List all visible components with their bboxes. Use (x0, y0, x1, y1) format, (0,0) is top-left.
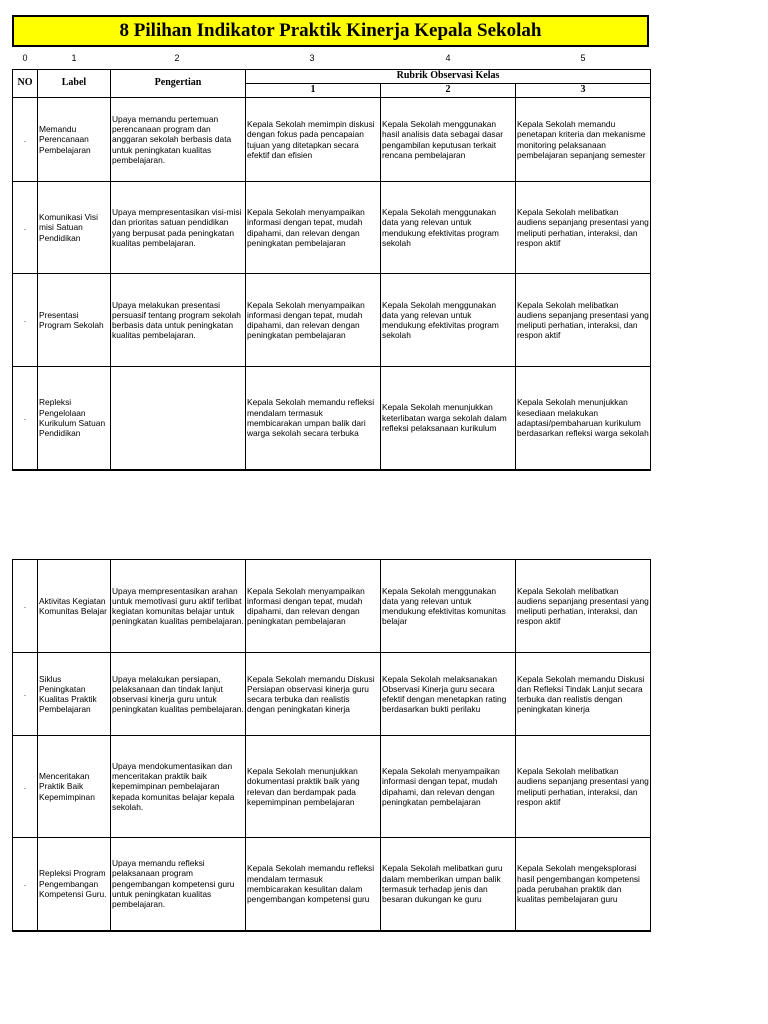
header-rubrik: Rubrik Observasi Kelas (246, 70, 651, 84)
column-number: 4 (445, 53, 451, 63)
row-pengertian: Upaya mempresentasikan visi-misi dan prioritas satuan pendidikan yang berpusat pada peningkatan kualitas pembelajaran. (111, 182, 246, 274)
row-rubrik-2: Kepala Sekolah melaksanakan Observasi Kinerja guru secara efektif dengan menetapkan rating berdasarkan bukti perilaku (381, 653, 516, 736)
row-label: Memandu Perencanaan Pembelajaran (38, 98, 111, 182)
row-no: . (13, 560, 38, 653)
row-rubrik-3: Kepala Sekolah mengeksplorasi hasil pengembangan kompetensi pada perubahan praktik dan kualitas pembelajaran guru (516, 838, 651, 931)
row-rubrik-2: Kepala Sekolah menggunakan hasil analisis data sebagai dasar pengambilan keputusan terkait rencana pembelajaran (381, 98, 516, 182)
row-pengertian: Upaya mendokumentasikan dan menceritakan praktik baik kepemimpinan pembelajaran kepada komunitas belajar kepala sekolah. (111, 736, 246, 838)
header-pengertian: Pengertian (111, 70, 246, 98)
row-pengertian: Upaya melakukan persiapan, pelaksanaan dan tindak lanjut observasi kinerja guru untuk peningkatan kualitas pembelajaran. (111, 653, 246, 736)
row-rubrik-2: Kepala Sekolah menyampaikan informasi dengan tepat, mudah dipahami, dan relevan dengan peningkatan pembelajaran (381, 736, 516, 838)
header-no: NO (13, 70, 38, 98)
table-row (13, 274, 651, 367)
sheet-title: 8 Pilihan Indikator Praktik Kinerja Kepala Sekolah (12, 15, 649, 47)
indicator-table-top (12, 69, 651, 471)
row-pengertian: Upaya mempresentasikan arahan untuk memotivasi guru aktif terlibat kegiatan komunitas belajar untuk peningkatan kualitas pembelajaran. (111, 560, 246, 653)
row-rubrik-3: Kepala Sekolah melibatkan audiens sepanjang presentasi yang meliputi perhatian, interaksi, dan respon aktif (516, 274, 651, 367)
header-rubrik-level-2: 2 (381, 84, 516, 98)
table-row (13, 367, 651, 470)
header-rubrik-level-3: 3 (516, 84, 651, 98)
row-label: Presentasi Program Sekolah (38, 274, 111, 367)
table-row (13, 736, 651, 838)
row-label: Menceritakan Praktik Baik Kepemimpinan (38, 736, 111, 838)
row-label: Komunikasi Visi misi Satuan Pendidikan (38, 182, 111, 274)
row-label: Repleksi Program Pengembangan Kompetensi Guru. (38, 838, 111, 931)
row-rubrik-1: Kepala Sekolah menyampaikan informasi dengan tepat, mudah dipahami, dan relevan dengan peningkatan pembelajaran (246, 560, 381, 653)
table-row (13, 98, 651, 182)
row-rubrik-2: Kepala Sekolah melibatkan guru dalam memberikan umpan balik termasuk terhadap jenis dan besaran dukungan ke guru (381, 838, 516, 931)
row-rubrik-2: Kepala Sekolah menunjukkan keterlibatan warga sekolah dalam refleksi pelaksanaan kurikulum (381, 367, 516, 470)
table-row (13, 653, 651, 736)
row-rubrik-3: Kepala Sekolah memandu Diskusi dan Refleksi Tindak Lanjut secara terbuka dan realistis dengan peningkatan kinerja (516, 653, 651, 736)
row-rubrik-3: Kepala Sekolah menunjukkan kesediaan melakukan adaptasi/pembaharuan kurikulum berdasarkan refleksi warga sekolah (516, 367, 651, 470)
row-rubrik-3: Kepala Sekolah melibatkan audiens sepanjang presentasi yang meliputi perhatian, interaksi, dan respon aktif (516, 182, 651, 274)
row-no: . (13, 98, 38, 182)
row-rubrik-2: Kepala Sekolah menggunakan data yang relevan untuk mendukung efektivitas program sekolah (381, 182, 516, 274)
column-number: 1 (71, 53, 77, 63)
row-pengertian: Upaya memandu pertemuan perencanaan program dan anggaran sekolah berbasis data untuk peningkatan kualitas pembelajaran. (111, 98, 246, 182)
column-number: 2 (174, 53, 180, 63)
column-number: 5 (580, 53, 586, 63)
header-rubrik-level-1: 1 (246, 84, 381, 98)
table-row (13, 182, 651, 274)
column-number-row (0, 53, 768, 65)
row-rubrik-1: Kepala Sekolah memandu refleksi mendalam termasuk membicarakan kesulitan dalam pengembangan kompetensi guru (246, 838, 381, 931)
row-label: Siklus Peningkatan Kualitas Praktik Pembelajaran (38, 653, 111, 736)
row-rubrik-2: Kepala Sekolah menggunakan data yang relevan untuk mendukung efektivitas program sekolah (381, 274, 516, 367)
header-label: Label (38, 70, 111, 98)
row-rubrik-1: Kepala Sekolah menunjukkan dokumentasi praktik baik yang relevan dan berdampak pada kepemimpinan pembelajaran (246, 736, 381, 838)
row-rubrik-1: Kepala Sekolah menyampaikan informasi dengan tepat, mudah dipahami, dan relevan dengan peningkatan pembelajaran (246, 182, 381, 274)
row-rubrik-1: Kepala Sekolah menyampaikan informasi dengan tepat, mudah dipahami, dan relevan dengan peningkatan pembelajaran (246, 274, 381, 367)
row-no: . (13, 367, 38, 470)
row-no: . (13, 736, 38, 838)
row-no: . (13, 182, 38, 274)
column-number: 0 (22, 53, 28, 63)
row-rubrik-3: Kepala Sekolah memandu penetapan kriteria dan mekanisme monitoring pelaksanaan pembelajaran sepanjang semester (516, 98, 651, 182)
indicator-table-bottom (12, 559, 651, 932)
row-rubrik-3: Kepala Sekolah melibatkan audiens sepanjang presentasi yang meliputi perhatian, interaksi, dan respon aktif (516, 560, 651, 653)
table-row (13, 560, 651, 653)
row-pengertian (111, 367, 246, 470)
row-label: Aktivitas Kegiatan Komunitas Belajar (38, 560, 111, 653)
row-no: . (13, 838, 38, 931)
row-no: . (13, 274, 38, 367)
row-rubrik-1: Kepala Sekolah memandu Diskusi Persiapan observasi kinerja guru secara terbuka dan realistis dengan peningkatan kinerja (246, 653, 381, 736)
table-row (13, 838, 651, 931)
row-label: Repleksi Pengelolaan Kurikulum Satuan Pendidikan (38, 367, 111, 470)
row-rubrik-2: Kepala Sekolah menggunakan data yang relevan untuk mendukung efektivitas komunitas belajar (381, 560, 516, 653)
row-pengertian: Upaya melakukan presentasi persuasif tentang program sekolah berbasis data untuk peningkatan kualitas pembelajaran. (111, 274, 246, 367)
column-number: 3 (309, 53, 315, 63)
row-rubrik-3: Kepala Sekolah melibatkan audiens sepanjang presentasi yang meliputi perhatian, interaksi, dan respon aktif (516, 736, 651, 838)
row-rubrik-1: Kepala Sekolah memimpin diskusi dengan fokus pada pencapaian tujuan yang ditetapkan secara efektif dan efisien (246, 98, 381, 182)
row-rubrik-1: Kepala Sekolah memandu refleksi mendalam termasuk membicarakan umpan balik dari warga sekolah secara terbuka (246, 367, 381, 470)
row-pengertian: Upaya memandu refleksi pelaksanaan program pengembangan kompetensi guru untuk peningkatan kualitas pembelajaran. (111, 838, 246, 931)
row-no: . (13, 653, 38, 736)
